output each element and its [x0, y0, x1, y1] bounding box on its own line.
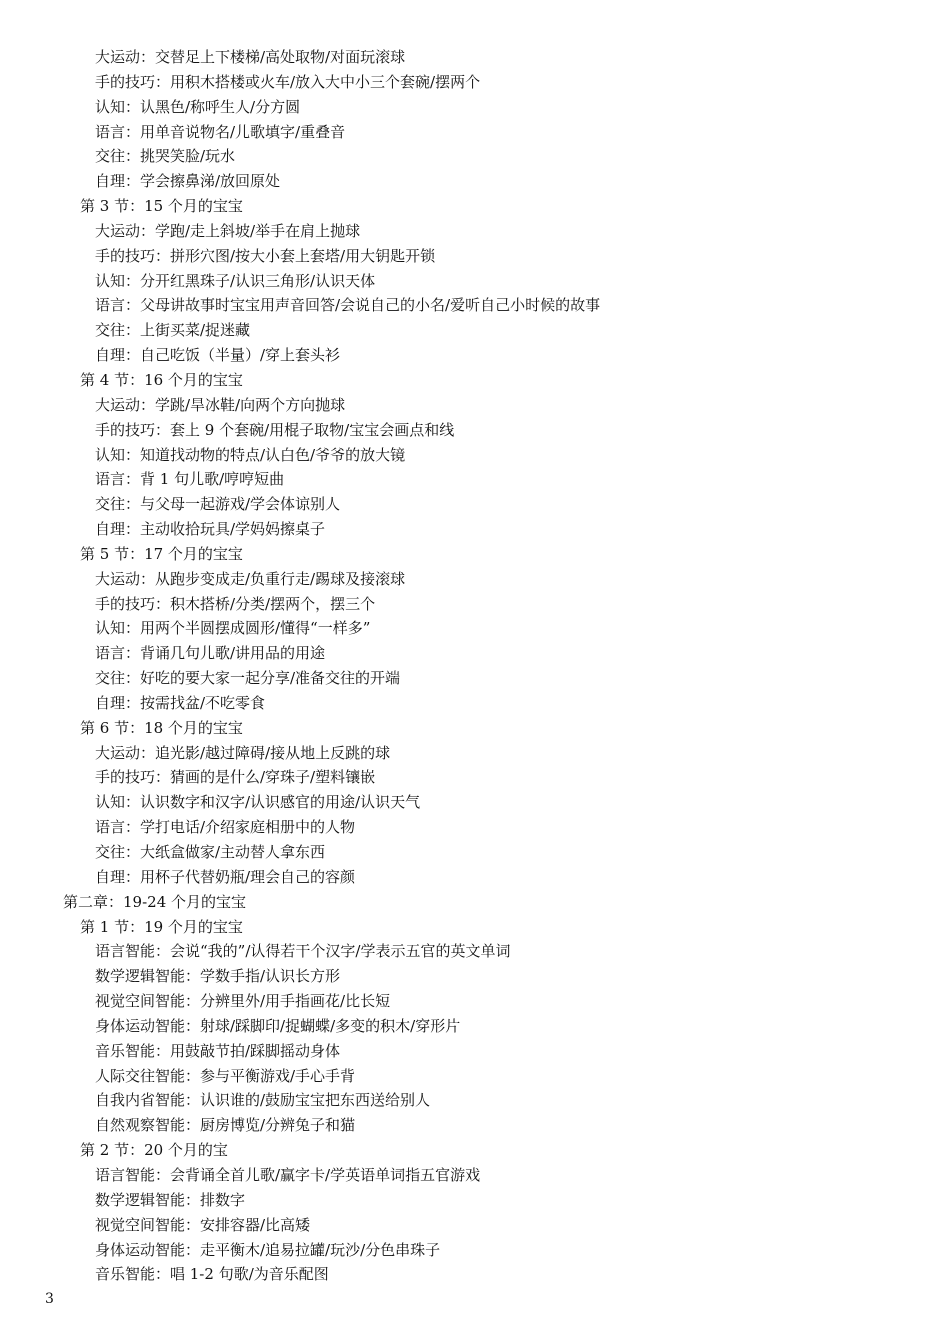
section-heading: 第 1 节：19 个月的宝宝	[80, 917, 243, 936]
chapter-heading: 第二章：19-24 个月的宝宝	[63, 892, 247, 911]
text-line: 音乐智能：唱 1-2 句歌/为音乐配图	[95, 1265, 329, 1284]
text-line: 认知：知道找动物的特点/认白色/爷爷的放大镜	[95, 445, 406, 464]
text-line: 认知：认黑色/称呼生人/分方圆	[95, 97, 301, 116]
text-line: 身体运动智能：射球/踩脚印/捉蝴蝶/多变的积木/穿形片	[95, 1016, 461, 1035]
text-line: 手的技巧：猜画的是什么/穿珠子/塑料镶嵌	[95, 768, 376, 787]
text-line: 自理：自己吃饭（半量）/穿上套头衫	[95, 346, 341, 365]
text-line: 认知：用两个半圆摆成圆形/懂得“一样多”	[95, 619, 371, 638]
text-line: 大运动：学跳/旱冰鞋/向两个方向抛球	[95, 395, 346, 414]
text-line: 语言：学打电话/介绍家庭相册中的人物	[95, 818, 356, 837]
text-line: 交往：好吃的要大家一起分享/准备交往的开端	[95, 669, 401, 688]
text-line: 大运动：学跑/走上斜坡/举手在肩上抛球	[95, 221, 361, 240]
text-line: 交往：与父母一起游戏/学会体谅别人	[95, 495, 341, 514]
text-line: 身体运动智能：走平衡木/追易拉罐/玩沙/分色串珠子	[95, 1240, 441, 1259]
text-line: 语言智能：会说“我的”/认得若干个汉字/学表示五官的英文单词	[95, 942, 511, 961]
text-line: 手的技巧：拼形穴图/按大小套上套塔/用大钥匙开锁	[95, 246, 436, 265]
text-line: 交往：挑哭笑脸/玩水	[95, 147, 236, 166]
text-line: 自然观察智能：厨房博览/分辨兔子和猫	[95, 1116, 356, 1135]
text-line: 音乐智能：用鼓敲节拍/踩脚摇动身体	[95, 1041, 341, 1060]
text-line: 手的技巧：套上 9 个套碗/用棍子取物/宝宝会画点和线	[95, 420, 455, 439]
text-line: 语言：用单音说物名/儿歌填字/重叠音	[95, 122, 346, 141]
section-heading: 第 2 节：20 个月的宝	[80, 1141, 228, 1160]
text-line: 大运动：从跑步变成走/负重行走/踢球及接滚球	[95, 569, 406, 588]
text-line: 大运动：追光影/越过障碍/接从地上反跳的球	[95, 743, 391, 762]
text-line: 语言：背 1 句儿歌/哼哼短曲	[95, 470, 285, 489]
text-line: 认知：认识数字和汉字/认识感官的用途/认识天气	[95, 793, 421, 812]
text-line: 自理：学会擦鼻涕/放回原处	[95, 172, 281, 191]
text-line: 自理：按需找盆/不吃零食	[95, 693, 266, 712]
text-line: 语言：父母讲故事时宝宝用声音回答/会说自己的小名/爱听自己小时候的故事	[95, 296, 601, 315]
text-line: 认知：分开红黑珠子/认识三角形/认识天体	[95, 271, 376, 290]
text-line: 手的技巧：积木搭桥/分类/摆两个，摆三个	[95, 594, 376, 613]
text-line: 视觉空间智能：安排容器/比高矮	[95, 1215, 311, 1234]
text-line: 语言智能：会背诵全首儿歌/赢字卡/学英语单词指五官游戏	[95, 1165, 481, 1184]
text-line: 自理：用杯子代替奶瓶/理会自己的容颜	[95, 867, 356, 886]
text-line: 交往：上街买菜/捉迷藏	[95, 321, 251, 340]
text-line: 自我内省智能：认识谁的/鼓励宝宝把东西送给别人	[95, 1091, 431, 1110]
text-line: 自理：主动收拾玩具/学妈妈擦桌子	[95, 520, 326, 539]
text-line: 视觉空间智能：分辨里外/用手指画花/比长短	[95, 992, 391, 1011]
section-heading: 第 4 节：16 个月的宝宝	[80, 370, 243, 389]
document-body	[0, 45, 950, 1287]
text-line: 数学逻辑智能：排数字	[95, 1190, 246, 1209]
page-number: 3	[45, 1291, 54, 1307]
section-heading: 第 6 节：18 个月的宝宝	[80, 718, 243, 737]
text-line: 语言：背诵几句儿歌/讲用品的用途	[95, 644, 326, 663]
text-line: 数学逻辑智能：学数手指/认识长方形	[95, 967, 341, 986]
text-line: 人际交往智能：参与平衡游戏/手心手背	[95, 1066, 356, 1085]
section-heading: 第 3 节：15 个月的宝宝	[80, 197, 243, 216]
text-line: 手的技巧：用积木搭楼或火车/放入大中小三个套碗/摆两个	[95, 72, 481, 91]
section-heading: 第 5 节：17 个月的宝宝	[80, 544, 243, 563]
text-line: 大运动：交替足上下楼梯/高处取物/对面玩滚球	[95, 48, 406, 66]
text-line: 交往：大纸盒做家/主动替人拿东西	[95, 843, 326, 861]
